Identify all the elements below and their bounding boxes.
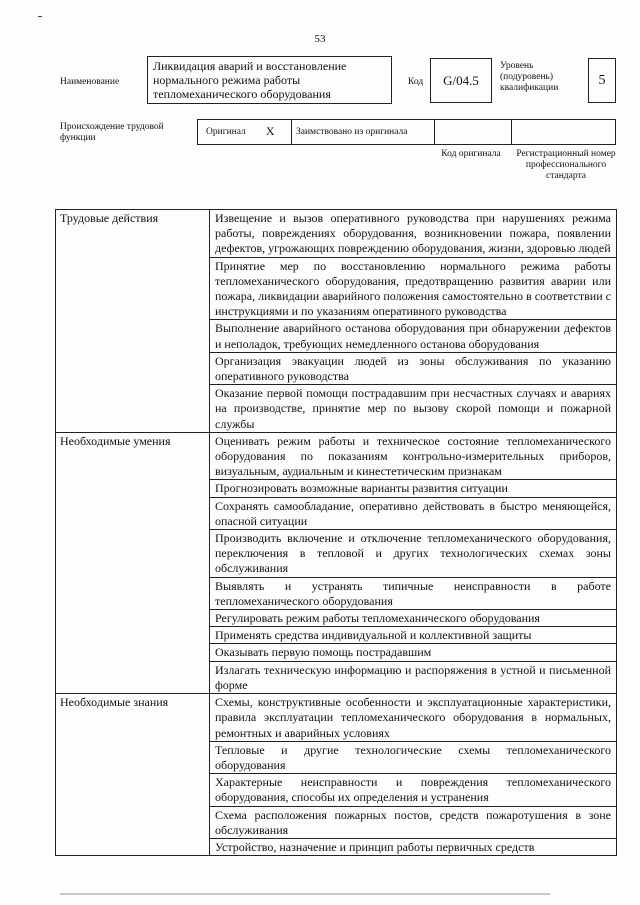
list-item: Регулировать режим работы тепломеханического оборудования (210, 610, 617, 627)
code-label: Код (408, 77, 424, 87)
list-item: Принятие мер по восстановлению нормального режима работы тепломеханического оборудования, предотвращению развития аварии или пожара, ликвидации аварийного положения самостоятельно в соответствии с инструкциями и по указаниям оперативного руководства (210, 257, 617, 320)
scan-mark (38, 16, 42, 17)
level-value: 5 (588, 58, 616, 103)
list-item: Извещение и вызов оперативного руководства при нарушениях режима работы, повреждениях оборудования, возникновении пожара, появлении дефектов, угрожающих повреждению оборудования, жизни, здоровью людей (210, 210, 617, 258)
list-item: Сохранять самообладание, оперативно действовать в быстро меняющейся, опасной ситуации (210, 497, 617, 529)
origin-label: Происхождение трудовой функции (60, 122, 164, 143)
original-mark: X (265, 124, 275, 139)
list-item: Устройство, назначение и принцип работы первичных средств (210, 838, 617, 855)
list-item: Выявлять и устранять типичные неисправности в работе тепломеханического оборудования (210, 577, 617, 609)
list-item: Организация эвакуации людей из зоны обслуживания по указанию оперативного руководства (210, 352, 617, 384)
list-item: Характерные неисправности и повреждения тепломеханического оборудования, способы их определения и устранения (210, 774, 617, 806)
list-item: Оказывать первую помощь пострадавшим (210, 644, 617, 661)
list-item: Излагать техническую информацию и распоряжения в устной и письменной форме (210, 661, 617, 693)
name-value: Ликвидация аварий и восстановление нормального режима работы тепломеханического оборудования (147, 56, 392, 104)
page-number: 53 (314, 33, 326, 45)
original-cell (198, 120, 292, 144)
borrowed-cell (292, 120, 435, 144)
table-row (56, 432, 617, 480)
list-item: Прогнозировать возможные варианты развития ситуации (210, 480, 617, 497)
list-item: Производить включение и отключение тепломеханического оборудования, переключения в тепловой и других технологических схемах зоны обслуживания (210, 530, 617, 578)
list-item: Применять средства индивидуальной и коллективной защиты (210, 627, 617, 644)
level-label: Уровень (подуровень) квалификации (500, 61, 559, 93)
scan-edge-line (60, 893, 550, 895)
borrowed-label: Заимствовано из оригинала (296, 126, 408, 137)
list-item: Схема расположения пожарных постов, средств пожаротушения в зоне обслуживания (210, 806, 617, 838)
origin-table (197, 119, 616, 145)
code-original-caption: Код оригинала (441, 149, 501, 159)
reg-number-cell (512, 120, 615, 144)
section-title: Необходимые умения (56, 432, 210, 693)
list-item: Схемы, конструктивные особенности и эксплуатационные характеристики, правила эксплуатации тепломеханического оборудования в нормальных, ремонтных и аварийных условиях (210, 694, 617, 742)
list-item: Выполнение аварийного останова оборудования при обнаружении дефектов и неполадок, требующих немедленного останова оборудования (210, 320, 617, 352)
reg-number-caption: Регистрационный номер профессионального стандарта (516, 149, 616, 181)
name-label: Наименование (60, 77, 120, 87)
labor-function-table (55, 209, 617, 856)
table-row (56, 210, 617, 258)
code-value: G/04.5 (430, 58, 492, 103)
section-title: Трудовые действия (56, 210, 210, 433)
list-item: Оказание первой помощи пострадавшим при несчастных случаях и авариях на производстве, принятие мер по вызову скорой помощи и пожарной службы (210, 385, 617, 433)
section-title: Необходимые знания (56, 694, 210, 856)
code-original-cell (435, 120, 512, 144)
list-item: Тепловые и другие технологические схемы тепломеханического оборудования (210, 741, 617, 773)
original-label: Оригинал (206, 126, 246, 137)
list-item: Оценивать режим работы и техническое состояние тепломеханического оборудования по показаниям контрольно-измерительных приборов, визуальным, аудиальным и кинестетическим признакам (210, 432, 617, 480)
table-row (56, 694, 617, 742)
